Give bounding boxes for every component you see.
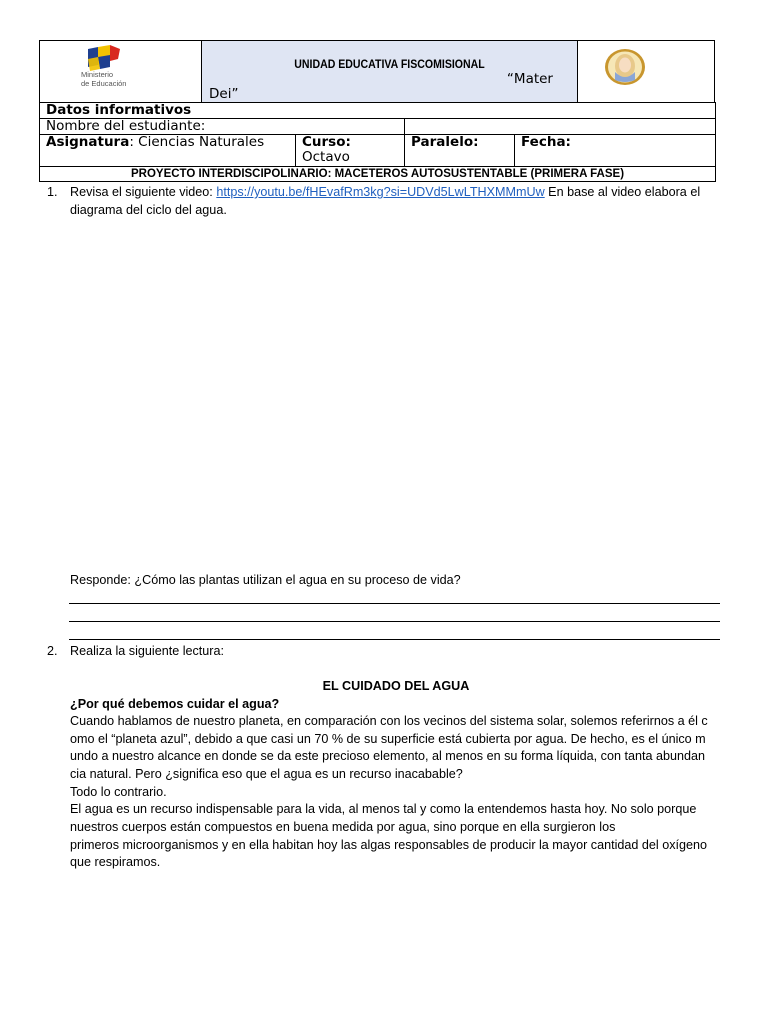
subject-value: : Ciencias Naturales <box>129 134 265 150</box>
q1-after-link: En base al video elabora el <box>544 185 701 199</box>
reading-line: Cuando hablamos de nuestro planeta, en comparación con los vecinos del sistema solar, solemos referirnos a él c <box>70 714 708 728</box>
reading-line: Todo lo contrario. <box>70 785 167 799</box>
reading-line: que respiramos. <box>70 855 161 869</box>
answer-line-2[interactable] <box>69 621 720 622</box>
course-label: Curso: <box>302 134 351 150</box>
q1-number: 1. <box>47 185 58 199</box>
reading-line: omo el “planeta azul”, debido a que casi un 70 % de su superficie está cubierta por agua. De hecho, es el único m <box>70 732 706 746</box>
reading-subtitle: ¿Por qué debemos cuidar el agua? <box>70 697 280 711</box>
student-info-table <box>39 102 716 182</box>
q1-instruction-line1 <box>70 184 722 202</box>
q1-respond-question: Responde: ¿Cómo las plantas utilizan el agua en su proceso de vida? <box>70 573 461 587</box>
subject-cell <box>40 135 296 167</box>
school-name-part1: “Mater <box>506 71 553 87</box>
date-label[interactable]: Fecha: <box>515 135 716 167</box>
ministry-logo-cell <box>40 41 202 103</box>
answer-line-1[interactable] <box>69 603 720 604</box>
school-seal-cell <box>578 41 715 103</box>
school-name-part2: Dei” <box>209 86 239 102</box>
q2-number: 2. <box>47 644 58 658</box>
reading-line: undo a nuestro alcance en donde se da este precioso elemento, al menos en su forma líquida, con tanta abundan <box>70 749 706 763</box>
q1-instruction-line2: diagrama del ciclo del agua. <box>70 203 227 217</box>
reading-title: EL CUIDADO DEL AGUA <box>322 679 470 693</box>
course-value: Octavo <box>302 149 350 165</box>
ministry-logo-line1: Ministerio <box>81 70 114 79</box>
reading-line: primeros microorganismos y en ella habitan hoy las algas responsables de producir la mayor cantidad del oxígeno <box>70 838 708 852</box>
virgin-mary-seal-icon <box>604 48 646 86</box>
school-title-cell <box>202 41 578 103</box>
subject-label: Asignatura <box>46 134 130 150</box>
q1-intro: Revisa el siguiente video: <box>70 185 217 199</box>
ministry-logo-text <box>81 70 126 88</box>
q2-instruction: Realiza la siguiente lectura: <box>70 644 225 658</box>
school-name: UNIDAD EDUCATIVA FISCOMISIONAL <box>294 57 485 71</box>
answer-line-3[interactable] <box>69 639 720 640</box>
parallel-label[interactable]: Paralelo: <box>405 135 515 167</box>
video-link[interactable]: https://youtu.be/fHEvafRm3kg?si=UDVd5LwLTHXMMmUw <box>216 185 545 199</box>
student-name-field[interactable] <box>405 119 716 135</box>
reading-line: El agua es un recurso indispensable para la vida, al menos tal y como la entendemos hasta hoy. No solo porque <box>70 802 697 816</box>
project-title: PROYECTO INTERDISCIPOLINARIO: MACETEROS AUTOSUSTENTABLE (PRIMERA FASE) <box>40 167 716 182</box>
reading-line: nuestros cuerpos están compuestos en buena medida por agua, sino porque en ella surgieron los <box>70 820 616 834</box>
school-header-table <box>39 40 715 103</box>
ministry-logo-line2: de Educación <box>81 79 127 88</box>
info-section-title: Datos informativos <box>40 103 716 119</box>
student-name-label: Nombre del estudiante: <box>40 119 405 135</box>
reading-line: cia natural. Pero ¿significa eso que el agua es un recurso inacabable? <box>70 767 463 781</box>
course-cell <box>296 135 405 167</box>
